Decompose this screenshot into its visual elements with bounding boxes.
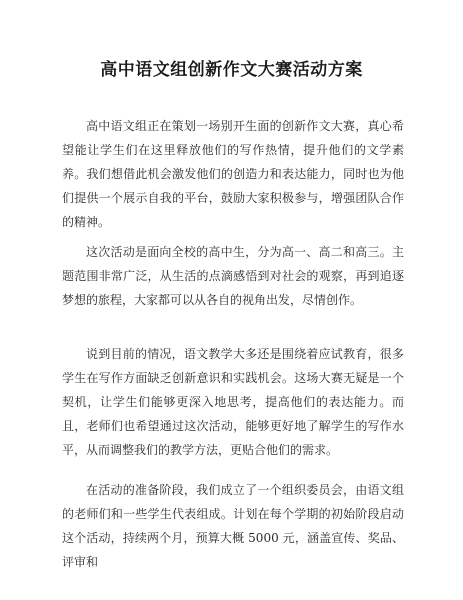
paragraph-background: 说到目前的情况，语文教学大多还是围绕着应试教育，很多学生在写作方面缺乏创新意识和实践机会。这场大赛无疑是一个契机，让学生们能够更深入地思考，提高他们的表达能力。而且，老师们也希望通过这次活动，能够更好地了解学生的写作水平，从而调整我们的教学方法，更贴合他们的需求。 — [62, 347, 404, 457]
paragraph-intro: 高中语文组正在策划一场别开生面的创新作文大赛，真心希望能让学生们在这里释放他们的写作热情，提升他们的文学素养。我们想借此机会激发他们的创造力和表达能力，同时也为他们提供一个展示自我的平台，鼓励大家积极参与，增强团队合作的精神。 — [62, 119, 404, 229]
document-title: 高中语文组创新作文大赛活动方案 — [100, 60, 363, 80]
paragraph-preparation: 在活动的准备阶段，我们成立了一个组织委员会，由语文组的老师们和一些学生代表组成。计划在每个学期的初始阶段启动这个活动，持续两个月，预算大概 5000 元，涵盖宣传、奖品、评审和 — [62, 483, 404, 569]
paragraph-participants: 这次活动是面向全校的高中生，分为高一、高二和高三。主题范围非常广泛，从生活的点滴感悟到对社会的观察，再到追逐梦想的旅程，大家都可以从各自的视角出发，尽情创作。 — [62, 245, 404, 307]
